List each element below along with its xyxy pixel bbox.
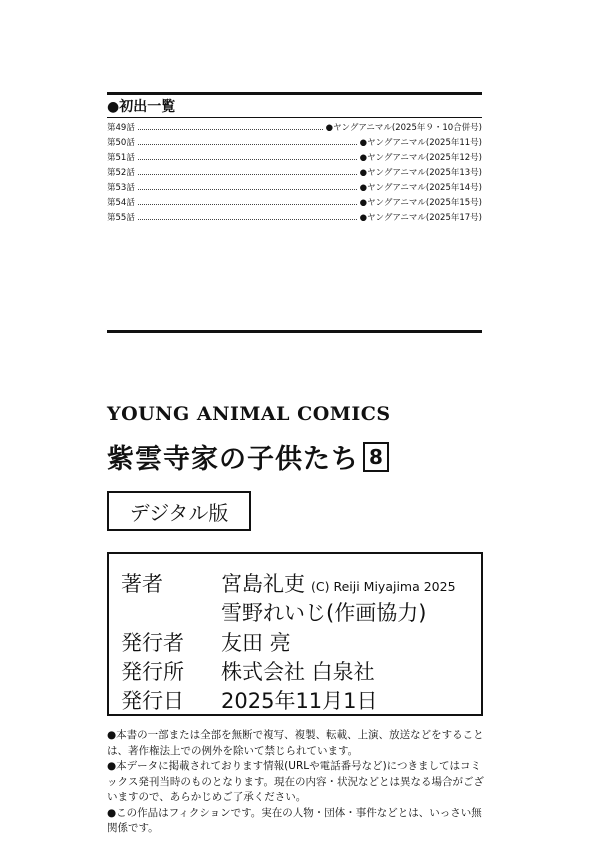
title-block [107,437,389,476]
chapter-source: ●ヤングアニマル(2025年９・10合併号) [325,123,482,133]
chapter-source: ●ヤングアニマル(2025年13号) [359,168,482,178]
edition-label: デジタル版 [129,500,229,525]
volume-number: 8 [363,442,389,472]
chapter-number: 第49話 [107,123,135,133]
company-name: 株式会社 白泉社 [221,660,375,684]
series-name: YOUNG ANIMAL COMICS [107,403,391,425]
leader-dots [138,183,357,190]
chapter-row [107,151,482,166]
chapter-row [107,211,482,226]
chapter-source: ●ヤングアニマル(2025年15号) [359,198,482,208]
author-label: 著者 [121,572,163,596]
copyright-notice: (C) Reiji Miyajima 2025 [311,579,456,594]
chapter-row [107,181,482,196]
chapter-row [107,166,482,181]
edition-box [107,491,251,531]
legal-notes [107,728,487,837]
leader-dots [138,123,323,130]
chapter-source: ●ヤングアニマル(2025年14号) [359,183,482,193]
chapter-number: 第50話 [107,138,135,148]
leader-dots [138,153,357,160]
chapter-source: ●ヤングアニマル(2025年17号) [359,213,482,223]
chapter-list [107,121,482,226]
colophon-box [107,552,483,716]
publish-date: 2025年11月1日 [221,689,378,713]
chapter-number: 第52話 [107,168,135,178]
chapter-source: ●ヤングアニマル(2025年12号) [359,153,482,163]
chapter-number: 第51話 [107,153,135,163]
top-divider [107,92,482,95]
leader-dots [138,138,357,145]
leader-dots [138,198,357,205]
chapter-number: 第53話 [107,183,135,193]
middle-divider [107,330,482,333]
leader-dots [138,213,357,220]
copyright-note: ●本書の一部または全部を無断で複写、複製、転載、上演、放送などをすることは、著作権法上での例外を除いて禁じられています。 [107,729,484,757]
first-appearance-heading: ●初出一覧 [107,99,176,115]
data-info-note: ●本データに掲載されております情報(URLや電話番号など)につきましてはコミックス発刊当時のものとなります。現在の内容・状況などとは異なる場合がございますので、あらかじめご了承ください。 [107,760,485,803]
date-label: 発行日 [121,689,184,713]
chapter-row [107,136,482,151]
publisher-name: 友田 亮 [221,631,291,655]
chapter-source: ●ヤングアニマル(2025年11号) [359,138,482,148]
publisher-label: 発行者 [121,631,184,655]
collaborator: 雪野れいじ(作画協力) [221,601,427,625]
leader-dots [138,168,357,175]
author-line [221,568,456,598]
company-label: 発行所 [121,660,184,684]
author-name: 宮島礼吏 [221,572,305,596]
list-divider [107,117,482,118]
fiction-note: ●この作品はフィクションです。実在の人物・団体・事件などとは、いっさい無関係です。 [107,806,482,834]
chapter-number: 第55話 [107,213,135,223]
chapter-row [107,196,482,211]
chapter-number: 第54話 [107,198,135,208]
book-title: 紫雲寺家の子供たち [107,444,359,475]
chapter-row [107,121,482,136]
